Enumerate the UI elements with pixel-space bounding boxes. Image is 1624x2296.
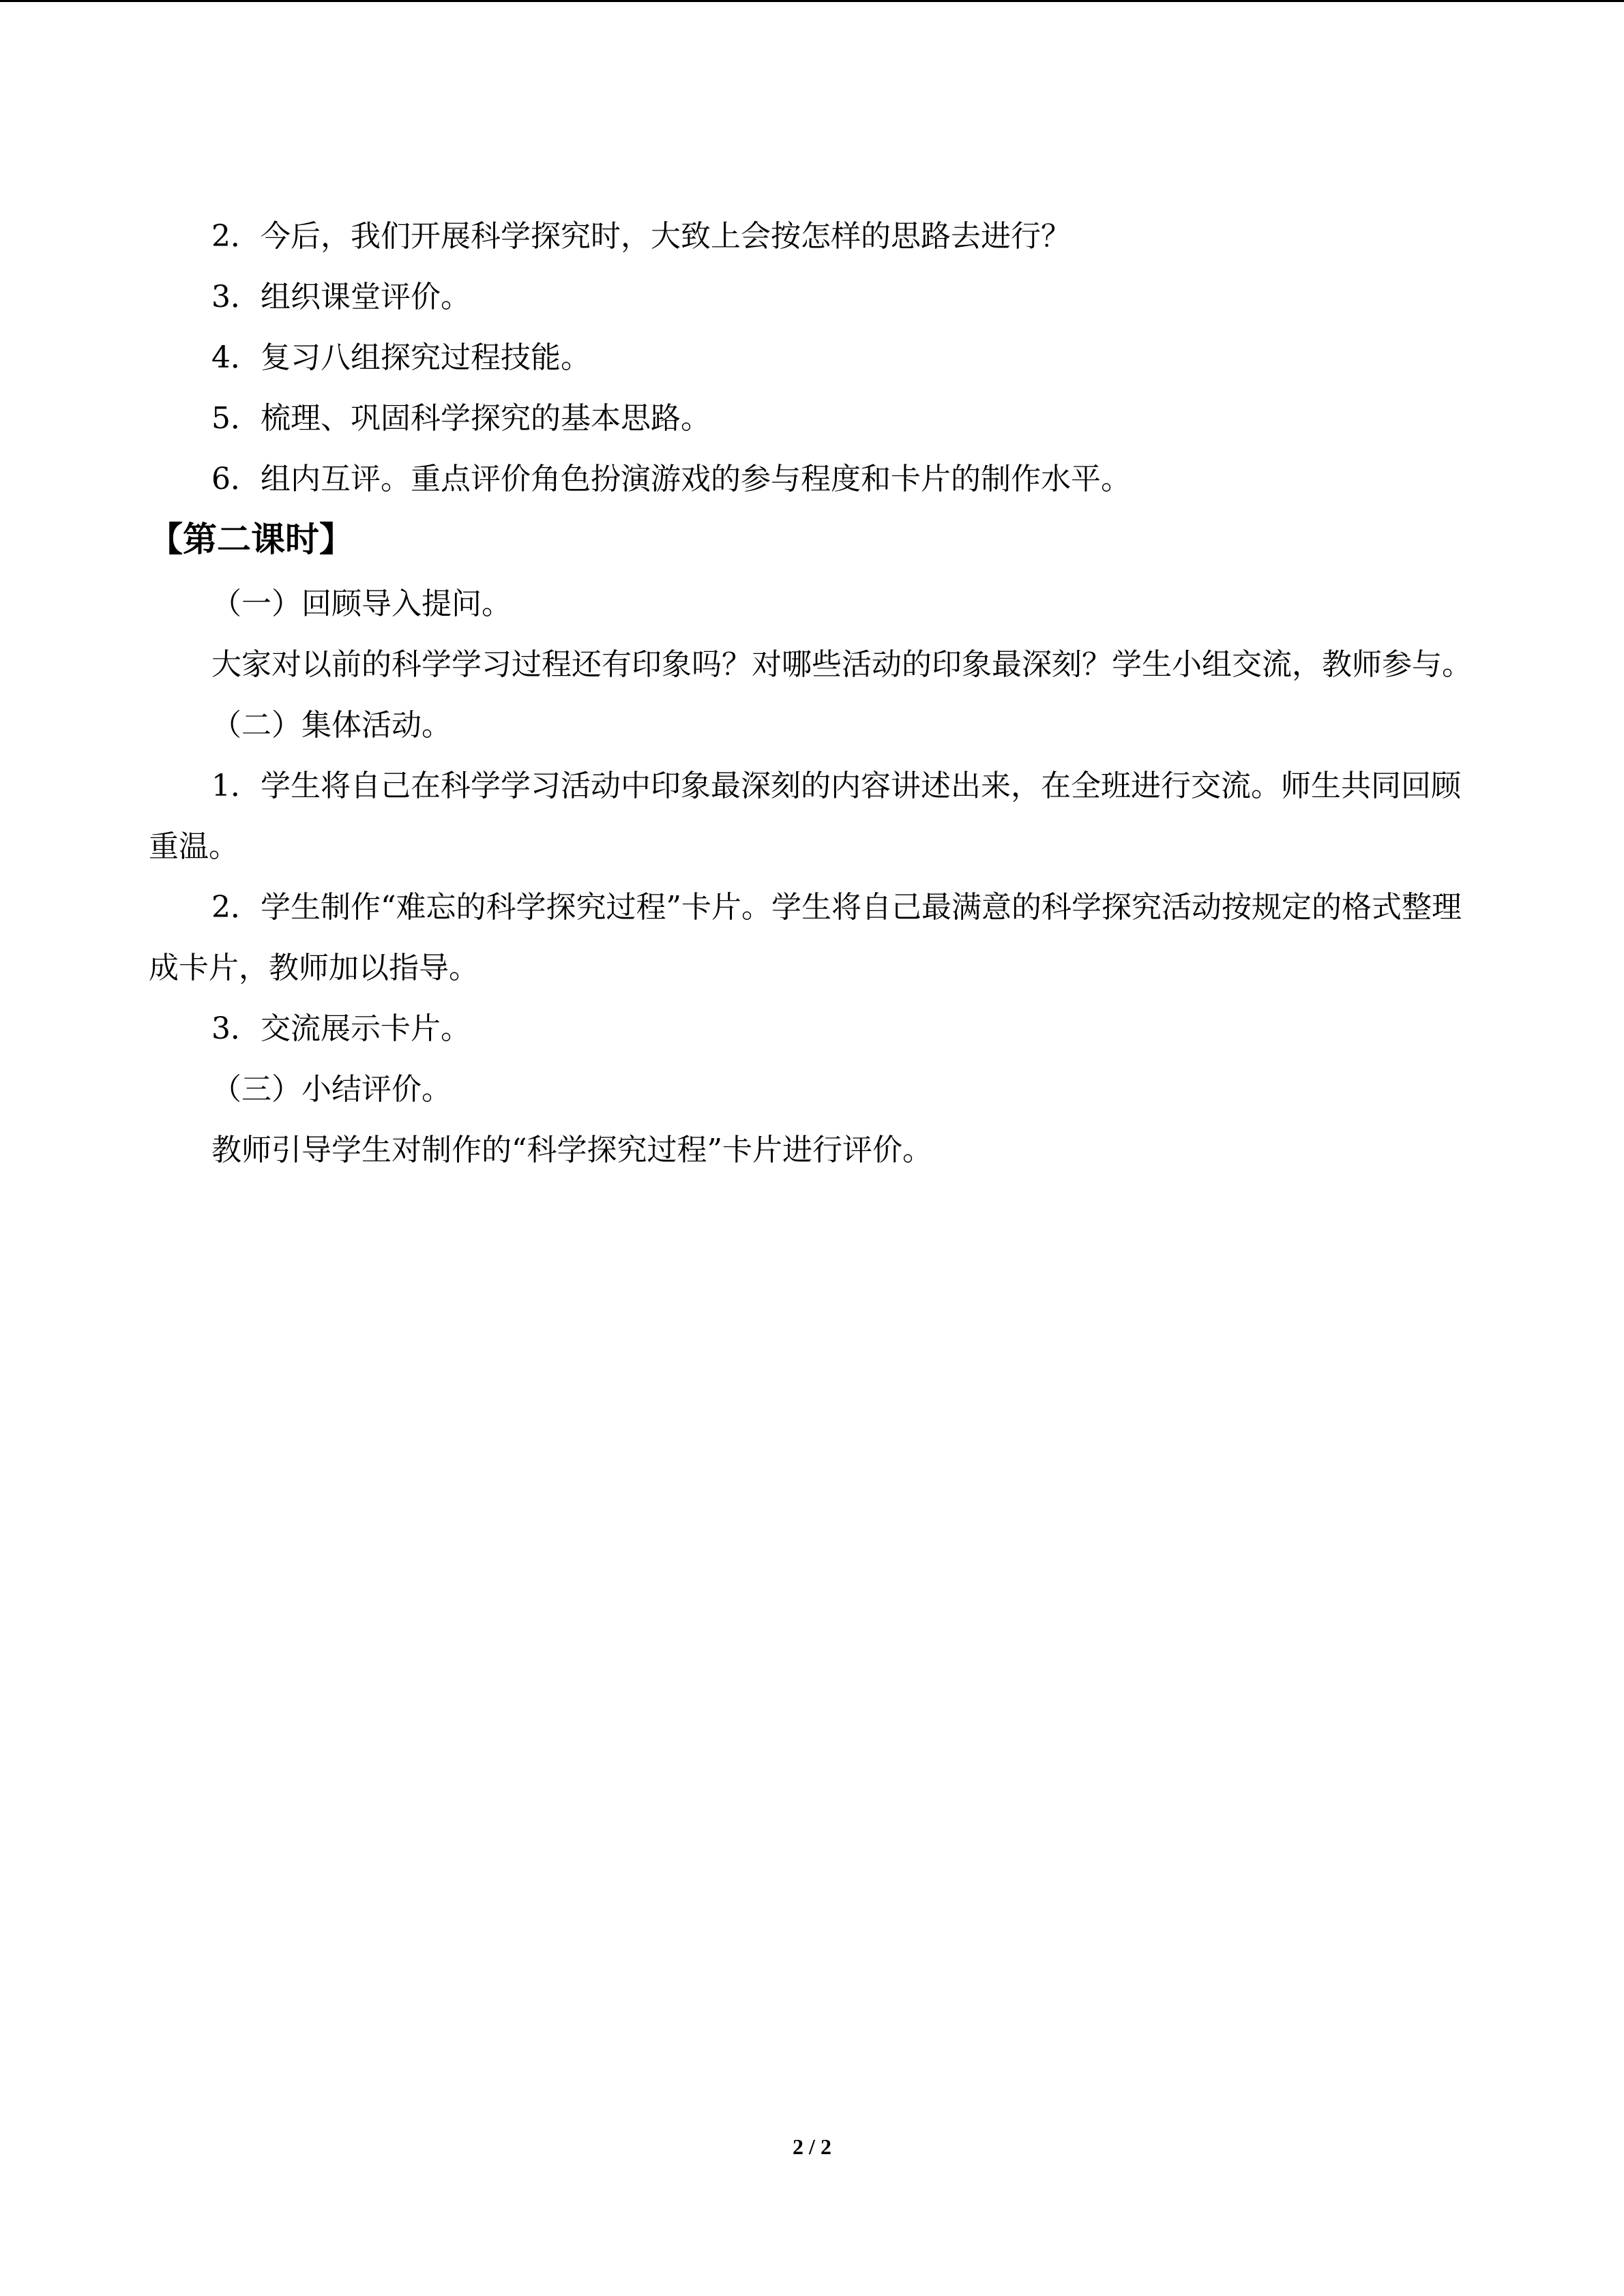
list-item: 5．梳理、巩固科学探究的基本思路。 — [211, 401, 711, 436]
part3-body: 教师引导学生对制作的“科学探究过程”卡片进行评价。 — [211, 1133, 932, 1167]
part2-item-1: 1．学生将自己在科学学习活动中印象最深刻的内容讲述出来，在全班进行交流。师生共同回顾重温。 — [149, 769, 1461, 864]
part2-item-2: 2．学生制作“难忘的科学探究过程”卡片。学生将自己最满意的科学探究活动按规定的格式整理成卡片，教师加以指导。 — [149, 890, 1462, 985]
list-item: 2．今后，我们开展科学探究时，大致上会按怎样的思路去进行？ — [211, 219, 1071, 254]
part1-title: （一）回顾导入提问。 — [211, 586, 512, 621]
part3-title: （三）小结评价。 — [211, 1072, 452, 1107]
part2-title: （二）集体活动。 — [211, 708, 452, 743]
list-item: 4．复习八组探究过程技能。 — [211, 340, 591, 375]
top-border-rule — [0, 0, 1624, 2]
part1-body: 大家对以前的科学学习过程还有印象吗？对哪些活动的印象最深刻？学生小组交流，教师参与。 — [211, 647, 1472, 682]
section-heading: 【第二课时】 — [149, 520, 353, 559]
list-item: 6．组内互评。重点评价角色扮演游戏的参与程度和卡片的制作水平。 — [211, 462, 1131, 496]
document-body — [149, 206, 1472, 1180]
part2-item-3: 3．交流展示卡片。 — [211, 1011, 471, 1046]
page-number: 2 / 2 — [793, 2134, 831, 2159]
list-item: 3．组织课堂评价。 — [211, 280, 471, 314]
